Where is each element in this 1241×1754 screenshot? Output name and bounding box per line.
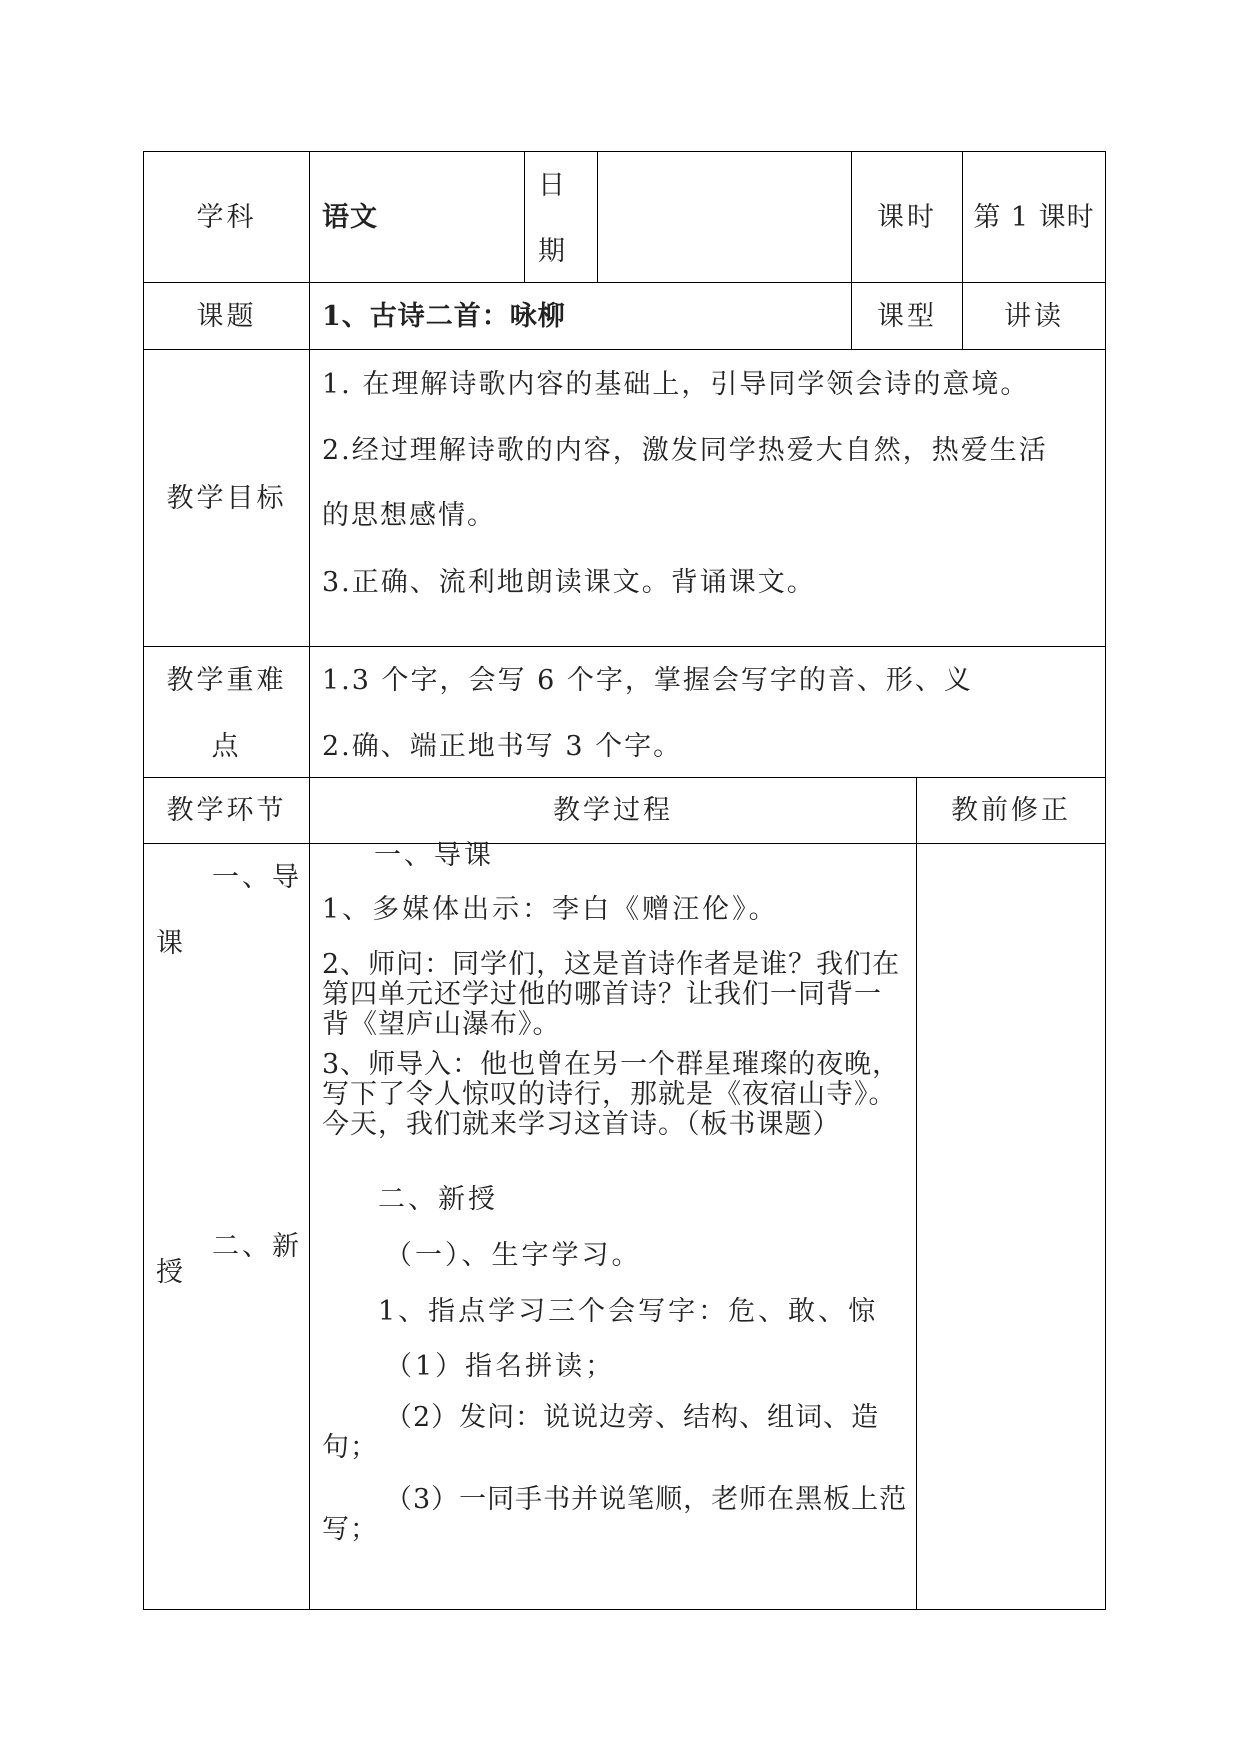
objective-line: 1. 在理解诗歌内容的基础上，引导同学领会诗的意境。 <box>322 369 1030 400</box>
objective-line: 3.正确、流利地朗读课文。背诵课文。 <box>322 567 816 598</box>
topic-label: 课题 <box>196 301 257 332</box>
difficulties-label-top: 教学重难 <box>166 665 287 696</box>
process-line: （一）、生字学习。 <box>385 1240 642 1271</box>
column-divider <box>309 151 310 1610</box>
process-paragraph: （2）发问：说说边旁、结构、组词、造句； <box>322 1402 880 1463</box>
difficulty-line: 2.确、端正地书写 3 个字。 <box>322 731 683 762</box>
process-line: 1、指点学习三个会写字：危、敢、惊 <box>378 1296 879 1327</box>
type-value: 讲读 <box>1004 301 1064 332</box>
process-line: （1）指名拼读； <box>385 1351 616 1382</box>
revision-column-header: 教前修正 <box>951 795 1071 826</box>
subject-label: 学科 <box>196 202 257 233</box>
period-value: 第 1 课时 <box>973 202 1095 233</box>
objectives-label: 教学目标 <box>166 483 287 514</box>
stage-label: 一、导 <box>212 862 302 893</box>
topic-value: 1、古诗二首：咏柳 <box>322 301 566 332</box>
process-column-header: 教学过程 <box>553 795 673 826</box>
row-divider <box>143 777 1106 778</box>
column-divider <box>916 777 917 1610</box>
process-paragraph: 3、师导入：他也曾在另一个群星璀璨的夜晚，写下了令人惊叹的诗行，那就是《夜宿山寺》。今天，我们就来学习这首诗。（板书课题） <box>322 1049 901 1140</box>
subject-value: 语文 <box>322 202 378 233</box>
period-label: 课时 <box>877 202 937 233</box>
table-border-right <box>1105 151 1106 1610</box>
process-line: 二、新授 <box>378 1184 498 1215</box>
row-divider <box>143 843 1106 844</box>
table-border-bottom <box>143 1609 1106 1610</box>
column-divider <box>597 151 598 283</box>
column-divider <box>524 151 525 283</box>
objective-line: 的思想感情。 <box>322 500 496 531</box>
process-line: 1、多媒体出示：李白《赠汪伦》。 <box>322 894 779 925</box>
objective-line: 2.经过理解诗歌的内容，激发同学热爱大自然，热爱生活 <box>322 435 1048 466</box>
process-paragraph: （3）一同手书并说笔顺，老师在黑板上范写； <box>322 1484 908 1545</box>
table-border-left <box>143 151 144 1610</box>
row-divider <box>143 646 1106 647</box>
difficulty-line: 1.3 个字，会写 6 个字，掌握会写字的音、形、义 <box>322 665 973 696</box>
stage-label: 二、新 <box>212 1231 302 1262</box>
difficulties-label-bottom: 点 <box>211 731 242 762</box>
stage-label: 课 <box>156 928 186 959</box>
date-label-top: 日 <box>538 170 568 201</box>
stage-column-header: 教学环节 <box>166 795 287 826</box>
process-line: 一、导课 <box>374 840 494 871</box>
type-label: 课型 <box>877 301 937 332</box>
stage-label: 授 <box>156 1257 186 1288</box>
process-paragraph: 2、师问：同学们，这是首诗作者是谁？我们在第四单元还学过他的哪首诗？让我们一同背一背《望庐山瀑布》。 <box>322 949 901 1040</box>
date-label-bottom: 期 <box>538 236 568 267</box>
